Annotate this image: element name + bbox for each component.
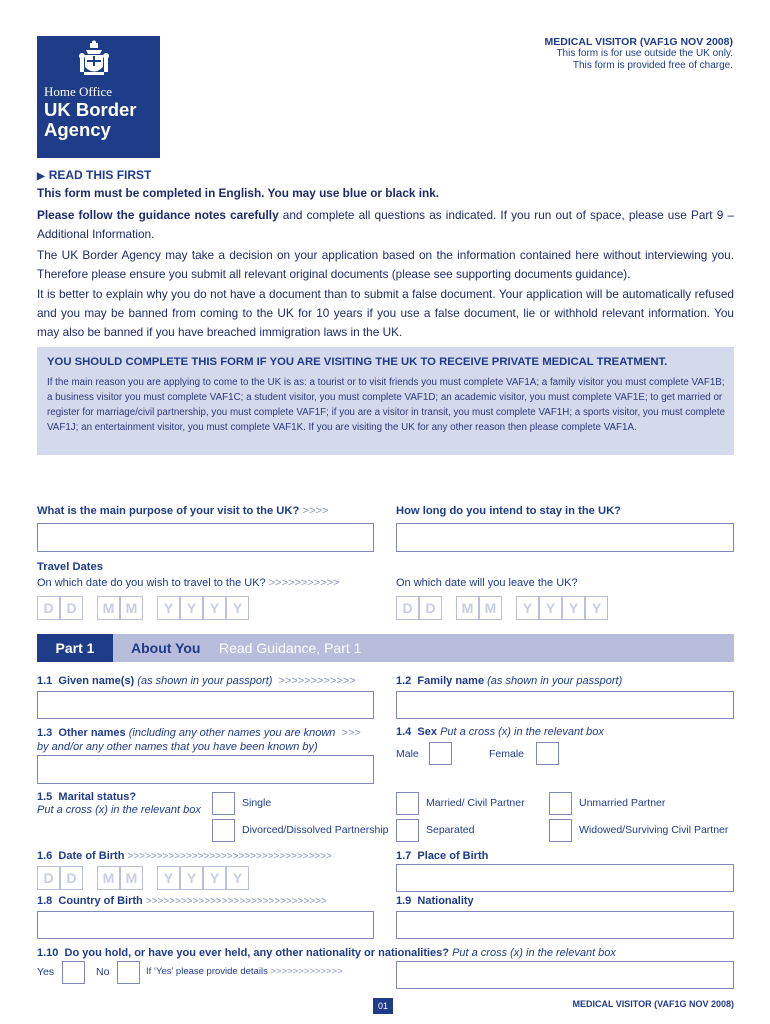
purpose-question-text: What is the main purpose of your visit to the UK? bbox=[37, 505, 300, 517]
marital-unmarried-checkbox[interactable] bbox=[549, 792, 572, 815]
q1-6-text: Date of Birth bbox=[58, 850, 125, 862]
notice-heading: YOU SHOULD COMPLETE THIS FORM IF YOU ARE VISITING THE UK TO RECEIVE PRIVATE MEDICAL TREATMENT. bbox=[47, 356, 668, 368]
year-digit[interactable]: Y bbox=[157, 596, 180, 620]
notice-text: If the main reason you are applying to come to the UK is as: a tourist or to visit friends you must complete VAF1A; a family visitor you must complete VAF1B; a business visitor you must complete VAF1C; a student visitor, you must complete VAF1D; an academic visitor, you must complete VAF1E; to get married or register for marriage/civil partnership, you must complete VAF1F; if you are a visitor in transit, you must complete VAF1H; a sports visitor, you must complete VAF1J; an entertainment visitor, you must complete VAF1K. If you are visiting the UK for any other reason then please complete VAF1A. bbox=[47, 377, 726, 433]
day-digit[interactable]: D bbox=[419, 596, 442, 620]
marital-single-checkbox[interactable] bbox=[212, 792, 235, 815]
sex-male-label: Male bbox=[396, 748, 419, 760]
intro-paragraph-3: The UK Border Agency may take a decision on your application based on the information contained here without interviewing you. Therefore please ensure you submit all relevant original documents (please see supporting documents guidance). bbox=[37, 248, 734, 281]
sex-male-checkbox[interactable] bbox=[429, 742, 452, 765]
year-digit[interactable]: Y bbox=[562, 596, 585, 620]
q1-7-number: 1.7 bbox=[396, 850, 412, 862]
q1-8-number: 1.8 bbox=[37, 895, 53, 907]
day-digit[interactable]: D bbox=[37, 866, 60, 890]
year-digit[interactable]: Y bbox=[203, 866, 226, 890]
purpose-input[interactable] bbox=[37, 523, 374, 552]
year-digit[interactable]: Y bbox=[203, 596, 226, 620]
footer-form-title: MEDICAL VISITOR (VAF1G NOV 2008) bbox=[572, 999, 734, 1009]
home-office-text: Home Office bbox=[44, 84, 112, 99]
q1-9-number: 1.9 bbox=[396, 895, 412, 907]
other-nationality-no-label: No bbox=[96, 966, 110, 978]
marital-widowed-label: Widowed/Surviving Civil Partner bbox=[579, 824, 729, 836]
q1-10-hint: Put a cross (x) in the relevant box bbox=[452, 947, 616, 959]
if-yes-arrow: >>>>>>>>>>>>> bbox=[270, 966, 343, 977]
day-digit[interactable]: D bbox=[60, 866, 83, 890]
q1-5-text: Marital status? bbox=[58, 791, 137, 803]
q1-4-text: Sex bbox=[417, 726, 437, 738]
q1-7-label bbox=[396, 850, 488, 862]
travel-arrow: >>>>>>>>>>> bbox=[268, 577, 340, 589]
sex-female-label: Female bbox=[489, 748, 525, 760]
q1-4-number: 1.4 bbox=[396, 726, 412, 738]
marital-separated-label: Separated bbox=[426, 824, 475, 836]
uk-border-agency-logo bbox=[37, 36, 160, 158]
q1-9-label bbox=[396, 895, 474, 907]
q1-10-text: Do you hold, or have you ever held, any other nationality or nationalities? bbox=[64, 947, 449, 959]
place-of-birth-input[interactable] bbox=[396, 864, 734, 892]
month-digit[interactable]: M bbox=[120, 866, 143, 890]
country-of-birth-input[interactable] bbox=[37, 911, 374, 939]
q1-10-label bbox=[37, 947, 616, 959]
purpose-question bbox=[37, 505, 329, 517]
given-names-input[interactable] bbox=[37, 691, 374, 719]
intro-paragraph-2-bold: Please follow the guidance notes carefully bbox=[37, 208, 279, 222]
other-nationality-details-input[interactable] bbox=[396, 961, 734, 989]
intro-paragraph-2 bbox=[37, 206, 734, 244]
q1-4-hint: Put a cross (x) in the relevant box bbox=[440, 726, 604, 738]
year-digit[interactable]: Y bbox=[226, 596, 249, 620]
travel-dates-heading: Travel Dates bbox=[37, 561, 103, 573]
q1-3-number: 1.3 bbox=[37, 727, 53, 739]
page-number: 01 bbox=[373, 998, 393, 1014]
q1-7-text: Place of Birth bbox=[417, 850, 489, 862]
other-names-input[interactable] bbox=[37, 755, 374, 784]
travel-date-question-text: On which date do you wish to travel to the UK? bbox=[37, 577, 266, 589]
part-1-title: About You bbox=[131, 640, 201, 656]
header-line-1: This form is for use outside the UK only. bbox=[556, 48, 733, 59]
q1-2-hint-text: as shown in your passport) bbox=[490, 675, 623, 687]
month-digit[interactable]: M bbox=[456, 596, 479, 620]
q1-8-text: Country of Birth bbox=[58, 895, 143, 907]
marital-widowed-checkbox[interactable] bbox=[549, 819, 572, 842]
leave-date-input[interactable] bbox=[396, 596, 608, 620]
form-title: MEDICAL VISITOR (VAF1G NOV 2008) bbox=[544, 36, 733, 48]
agency-line-2: Agency bbox=[44, 119, 111, 140]
purpose-arrow: >>>> bbox=[302, 505, 329, 517]
q1-1-label bbox=[37, 675, 356, 687]
notice-box bbox=[37, 347, 734, 455]
travel-date-input[interactable] bbox=[37, 596, 249, 620]
q1-1-hint: (as shown in your passport) bbox=[137, 675, 273, 687]
q1-3-hint: (including any other names you are known bbox=[128, 727, 336, 739]
read-first-heading bbox=[37, 168, 151, 182]
q1-9-text: Nationality bbox=[417, 895, 474, 907]
q1-3-label bbox=[37, 726, 377, 754]
if-yes-text: If ‘Yes’ please provide details bbox=[146, 966, 268, 977]
travel-date-question bbox=[37, 577, 339, 589]
leave-date-question: On which date will you leave the UK? bbox=[396, 577, 578, 589]
q1-2-text: Family name bbox=[417, 675, 485, 687]
part-1-guidance: Read Guidance, Part 1 bbox=[219, 640, 362, 656]
q1-3-text: Other names bbox=[58, 727, 126, 739]
q1-10-number: 1.10 bbox=[37, 947, 59, 959]
stay-input[interactable] bbox=[396, 523, 734, 552]
q1-8-label bbox=[37, 895, 327, 907]
other-nationality-yes-label: Yes bbox=[37, 966, 55, 978]
q1-6-number: 1.6 bbox=[37, 850, 53, 862]
intro-paragraph-2-rest: and complete all questions as indicated. If you run out of space, please use Part 9 – Additional Information. bbox=[37, 208, 734, 241]
day-digit[interactable]: D bbox=[37, 596, 60, 620]
month-digit[interactable]: M bbox=[479, 596, 502, 620]
month-digit[interactable]: M bbox=[97, 596, 120, 620]
day-digit[interactable]: D bbox=[60, 596, 83, 620]
q1-6-arrow: >>>>>>>>>>>>>>>>>>>>>>>>>>>>>>>>>>> bbox=[127, 851, 332, 862]
q1-3-arrow: >>> bbox=[341, 727, 361, 739]
year-digit[interactable]: Y bbox=[585, 596, 608, 620]
marital-single-label: Single bbox=[242, 797, 272, 809]
year-digit[interactable]: Y bbox=[180, 596, 203, 620]
day-digit[interactable]: D bbox=[396, 596, 419, 620]
month-digit[interactable]: M bbox=[120, 596, 143, 620]
q1-1-arrow: >>>>>>>>>>>> bbox=[278, 675, 356, 687]
intro-paragraph-1: This form must be completed in English. You may use blue or black ink. bbox=[37, 186, 440, 200]
marital-divorced-checkbox[interactable] bbox=[212, 819, 235, 842]
month-digit[interactable]: M bbox=[97, 866, 120, 890]
year-digit[interactable]: Y bbox=[539, 596, 562, 620]
part-1-label: Part 1 bbox=[37, 634, 113, 662]
q1-2-label bbox=[396, 675, 622, 687]
if-yes-note bbox=[146, 966, 343, 977]
q1-6-label bbox=[37, 850, 332, 862]
year-digit[interactable]: Y bbox=[516, 596, 539, 620]
q1-2-hint: (as shown in your passport) bbox=[487, 675, 623, 687]
form-header bbox=[545, 36, 733, 72]
marital-married-checkbox[interactable] bbox=[396, 792, 419, 815]
q1-5-hint: Put a cross (x) in the relevant box bbox=[37, 804, 201, 816]
agency-name bbox=[44, 100, 137, 140]
intro-paragraph-4: It is better to explain why you do not have a document than to submit a false document. Your application will be automatically refused and you may be banned from coming to the UK for 10 years if you use a false document, lie or withhold relevant information. You may also be banned if you have breached immigration laws in the UK. bbox=[37, 287, 734, 339]
family-name-input[interactable] bbox=[396, 691, 734, 719]
marital-unmarried-label: Unmarried Partner bbox=[579, 797, 666, 809]
nationality-input[interactable] bbox=[396, 911, 734, 939]
year-digit[interactable]: Y bbox=[180, 866, 203, 890]
q1-1-text: Given name(s) bbox=[58, 675, 135, 687]
q1-5-label bbox=[37, 791, 201, 817]
stay-question: How long do you intend to stay in the UK? bbox=[396, 505, 621, 517]
royal-crest-icon bbox=[72, 40, 116, 84]
q1-4-label bbox=[396, 726, 604, 738]
header-line-2: This form is provided free of charge. bbox=[572, 60, 733, 71]
q1-3-hint-2: by and/or any other names that you have been known by) bbox=[37, 741, 318, 753]
marital-married-label: Married/ Civil Partner bbox=[426, 797, 525, 809]
q1-5-number: 1.5 bbox=[37, 791, 53, 803]
date-of-birth-input[interactable] bbox=[37, 866, 249, 890]
other-nationality-no-checkbox[interactable] bbox=[117, 961, 140, 984]
marital-separated-checkbox[interactable] bbox=[396, 819, 419, 842]
marital-divorced-label: Divorced/Dissolved Partnership bbox=[242, 824, 389, 836]
agency-line-1: UK Border bbox=[44, 99, 137, 120]
triangle-icon: ▶ bbox=[37, 171, 45, 182]
other-nationality-yes-checkbox[interactable] bbox=[62, 961, 85, 984]
read-first-text: READ THIS FIRST bbox=[48, 168, 152, 182]
q1-2-number: 1.2 bbox=[396, 675, 412, 687]
q1-1-number: 1.1 bbox=[37, 675, 53, 687]
year-digit[interactable]: Y bbox=[157, 866, 180, 890]
q1-8-arrow: >>>>>>>>>>>>>>>>>>>>>>>>>>>>>>> bbox=[145, 896, 327, 907]
year-digit[interactable]: Y bbox=[226, 866, 249, 890]
sex-female-checkbox[interactable] bbox=[536, 742, 559, 765]
